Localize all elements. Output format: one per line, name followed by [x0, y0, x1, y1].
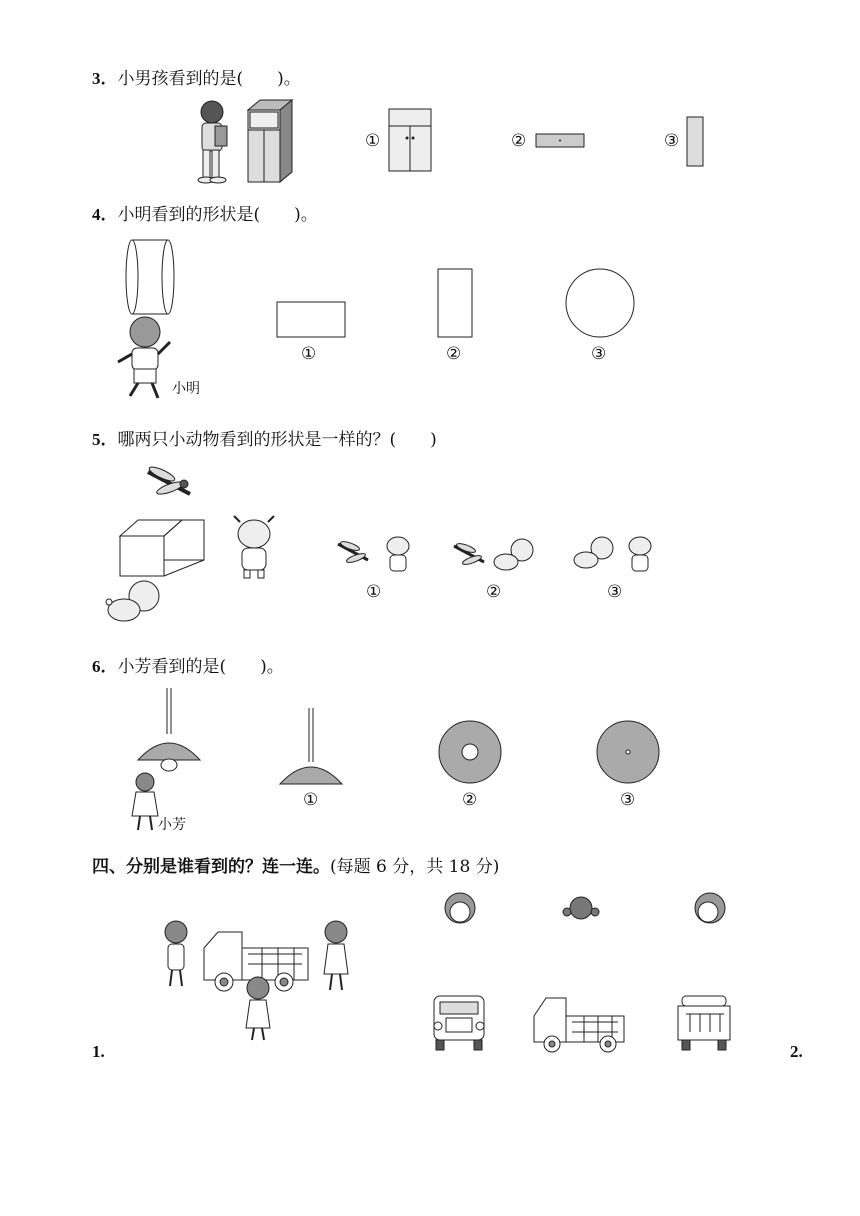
xiaoming-illustration — [112, 316, 176, 402]
question-text: 小芳看到的是( )。 — [117, 657, 284, 677]
lamp-side-view — [276, 708, 346, 786]
option-1-label: ① — [301, 344, 317, 364]
option-3-kitten-cow — [572, 532, 658, 578]
xiaoming-label: 小明 — [172, 381, 200, 397]
boy-illustration — [190, 98, 240, 186]
rectangle-tall-shape — [437, 268, 475, 340]
lamp-top-view — [596, 720, 662, 786]
option-1-label: ① — [366, 582, 382, 602]
option-3-label: ③ — [607, 582, 623, 602]
cabinet-3d-illustration — [246, 100, 296, 184]
question-number: 3 — [92, 69, 101, 88]
question-number: 6 — [92, 657, 101, 676]
option-1-label: ① — [365, 131, 381, 151]
question-4: 4．小明看到的形状是( )。 — [92, 205, 318, 225]
option-2-label: ② — [486, 582, 502, 602]
xiaofang-label: 小芳 — [158, 817, 186, 833]
dragonfly-illustration — [144, 466, 196, 502]
option-3-label: ③ — [664, 131, 680, 151]
cabinet-top-view — [535, 133, 585, 149]
cylinder-illustration — [122, 238, 178, 318]
option-2-label: ② — [462, 790, 478, 810]
option-1-dragonfly-cow — [334, 534, 414, 578]
cubes-illustration — [118, 518, 208, 578]
girl-head-back — [562, 894, 600, 924]
hanging-lamp-illustration — [134, 688, 204, 774]
truck-side-view — [532, 994, 628, 1056]
cabinet-side-view — [686, 116, 706, 168]
question-text: 小明看到的形状是( )。 — [117, 205, 318, 225]
rectangle-wide-shape — [276, 301, 348, 339]
question-6: 6．小芳看到的是( )。 — [92, 657, 284, 677]
question-5: 5．哪两只小动物看到的形状是一样的？( ) — [92, 430, 437, 450]
question-number: 4 — [92, 205, 101, 224]
option-2-label: ② — [511, 131, 527, 151]
girl-head-front — [442, 890, 478, 926]
truck-back-view — [674, 994, 736, 1054]
truck-front-view — [428, 992, 490, 1052]
section-4-heading — [92, 852, 499, 877]
circle-shape — [564, 267, 638, 341]
cow-illustration — [230, 514, 282, 580]
section-score: (每题 6 分，共 18 分) — [330, 857, 500, 877]
question-3: 3．小男孩看到的是( )。 — [92, 69, 301, 89]
question-number: 5 — [92, 430, 101, 449]
question-text: 哪两只小动物看到的形状是一样的？( ) — [117, 430, 437, 450]
cabinet-front-view — [388, 108, 434, 174]
item-2-number: 2. — [790, 1042, 803, 1061]
option-2-dragonfly-kitten — [450, 536, 538, 578]
question-text: 小男孩看到的是( )。 — [117, 69, 301, 89]
option-3-label: ③ — [620, 790, 636, 810]
lamp-bottom-view — [438, 720, 504, 786]
option-1-label: ① — [303, 790, 319, 810]
section-heading-text: 四、分别是谁看到的？连一连。 — [92, 857, 330, 877]
option-3-label: ③ — [591, 344, 607, 364]
item-1-number: 1. — [92, 1042, 105, 1061]
kids-and-truck-scene — [158, 918, 358, 1042]
kitten-illustration — [104, 580, 166, 626]
boy-head-side — [692, 890, 728, 928]
option-2-label: ② — [446, 344, 462, 364]
xiaofang-illustration — [128, 772, 162, 834]
